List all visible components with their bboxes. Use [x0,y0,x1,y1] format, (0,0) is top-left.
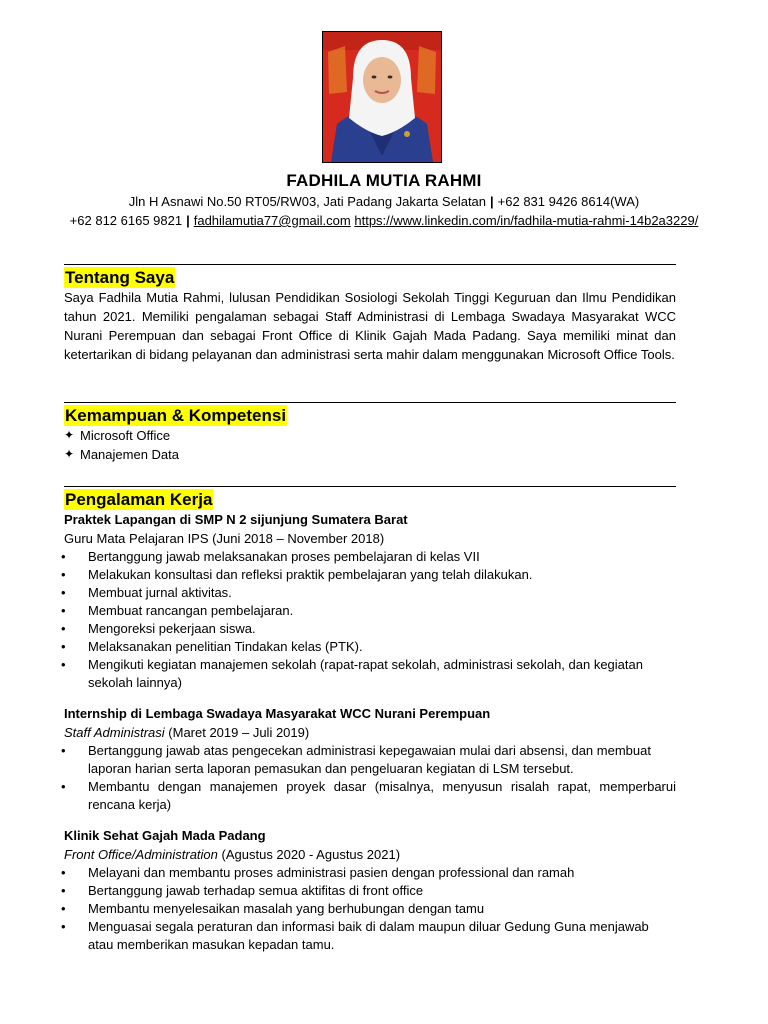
section-divider [64,486,676,487]
job-role-line [64,529,676,548]
duty-item: • Mengikuti kegiatan manajemen sekolah (rapat-rapat sekolah, administrasi sekolah, dan kegiatan sekolah lainnya) [64,656,676,692]
contact-line-2 [64,211,704,230]
job-organization: Internship di Lembaga Swadaya Masyarakat WCC Nurani Perempuan [64,706,491,721]
linkedin-link[interactable]: https://www.linkedin.com/in/fadhila-mutia-rahmi-14b2a3229/ [354,213,699,228]
skills-section [64,402,676,464]
duty-item: • Bertanggung jawab atas pengecekan administrasi kepegawaian mulai dari absensi, dan membuat laporan harian serta laporan pemasukan dan pengeluaran kegiatan di LSM tersebut. [64,742,676,778]
job-role-line [64,845,676,864]
experience-title: Pengalaman Kerja [65,490,213,509]
job-organization: Praktek Lapangan di SMP N 2 sijunjung Sumatera Barat [64,512,408,527]
duty-item: • Mengoreksi pekerjaan siswa. [64,620,676,638]
job-entry [64,826,676,954]
four-point-star-icon: ✦ [64,428,75,442]
job-role: Front Office/Administration [64,847,218,862]
email-link[interactable]: fadhilamutia77@gmail.com [193,213,351,228]
about-title: Tentang Saya [65,268,175,287]
job-period: (Agustus 2020 - Agustus 2021) [221,847,401,862]
section-divider [64,264,676,265]
duty-item: • Membuat rancangan pembelajaran. [64,602,676,620]
contact-block [64,192,704,230]
skill-label: Manajemen Data [80,447,179,462]
contact-line-1 [64,192,704,211]
job-duties [64,742,676,814]
job-entry [64,510,676,692]
job-organization: Klinik Sehat Gajah Mada Padang [64,828,266,843]
duty-item: • Melayani dan membantu proses administrasi pasien dengan professional dan ramah [64,864,676,882]
skill-item [64,445,676,464]
duty-item: • Membantu menyelesaikan masalah yang berhubungan dengan tamu [64,900,676,918]
about-section [64,264,676,364]
skills-title: Kemampuan & Kompetensi [65,406,287,425]
duty-item: • Membantu dengan manajemen proyek dasar (misalnya, menyusun risalah rapat, memperbarui rencana kerja) [64,778,676,814]
job-entry [64,704,676,814]
experience-section [64,486,676,954]
separator: | [186,213,190,228]
job-duties [64,548,676,692]
job-role-line [64,723,676,742]
profile-photo [322,31,442,163]
phone-secondary: +62 812 6165 9821 [69,213,183,228]
address: Jln H Asnawi No.50 RT05/RW03, Jati Padang Jakarta Selatan [128,194,487,209]
job-period: (Juni 2018 – November 2018) [212,531,385,546]
duty-item: • Membuat jurnal aktivitas. [64,584,676,602]
candidate-name: FADHILA MUTIA RAHMI [286,171,482,190]
duty-item: • Melakukan konsultasi dan refleksi praktik pembelajaran yang telah dilakukan. [64,566,676,584]
skill-label: Microsoft Office [80,428,171,443]
phone-wa: +62 831 9426 8614(WA) [497,194,640,209]
duty-item: • Melaksanakan penelitian Tindakan kelas (PTK). [64,638,676,656]
section-divider [64,402,676,403]
duty-item: • Menguasai segala peraturan dan informasi baik di dalam maupun diluar Gedung Guna menjawab atau memberikan masukan kepadan tamu. [64,918,676,954]
four-point-star-icon: ✦ [64,447,75,461]
job-period: (Maret 2019 – Juli 2019) [164,725,310,740]
job-duties [64,864,676,954]
job-role: Staff Administrasi [64,725,165,740]
separator: | [490,194,494,209]
person-portrait-icon [323,32,441,162]
duty-item: • Bertanggung jawab melaksanakan proses pembelajaran di kelas VII [64,548,676,566]
about-text: Saya Fadhila Mutia Rahmi, lulusan Pendidikan Sosiologi Sekolah Tinggi Keguruan dan Ilmu Pendidikan tahun 2021. Memiliki pengalaman sebagai Staff Administrasi di Lembaga Swadaya Masyarakat WCC Nurani Perempuan dan sebagai Front Office di Klinik Gajah Mada Padang. Saya memiliki minat dan ketertarikan di bidang pelayanan dan administrasi serta mahir dalam menggunakan Microsoft Office Tools. [64,290,676,362]
skill-item [64,426,676,445]
duty-item: • Bertanggung jawab terhadap semua aktifitas di front office [64,882,676,900]
job-role: Guru Mata Pelajaran IPS [64,531,209,546]
